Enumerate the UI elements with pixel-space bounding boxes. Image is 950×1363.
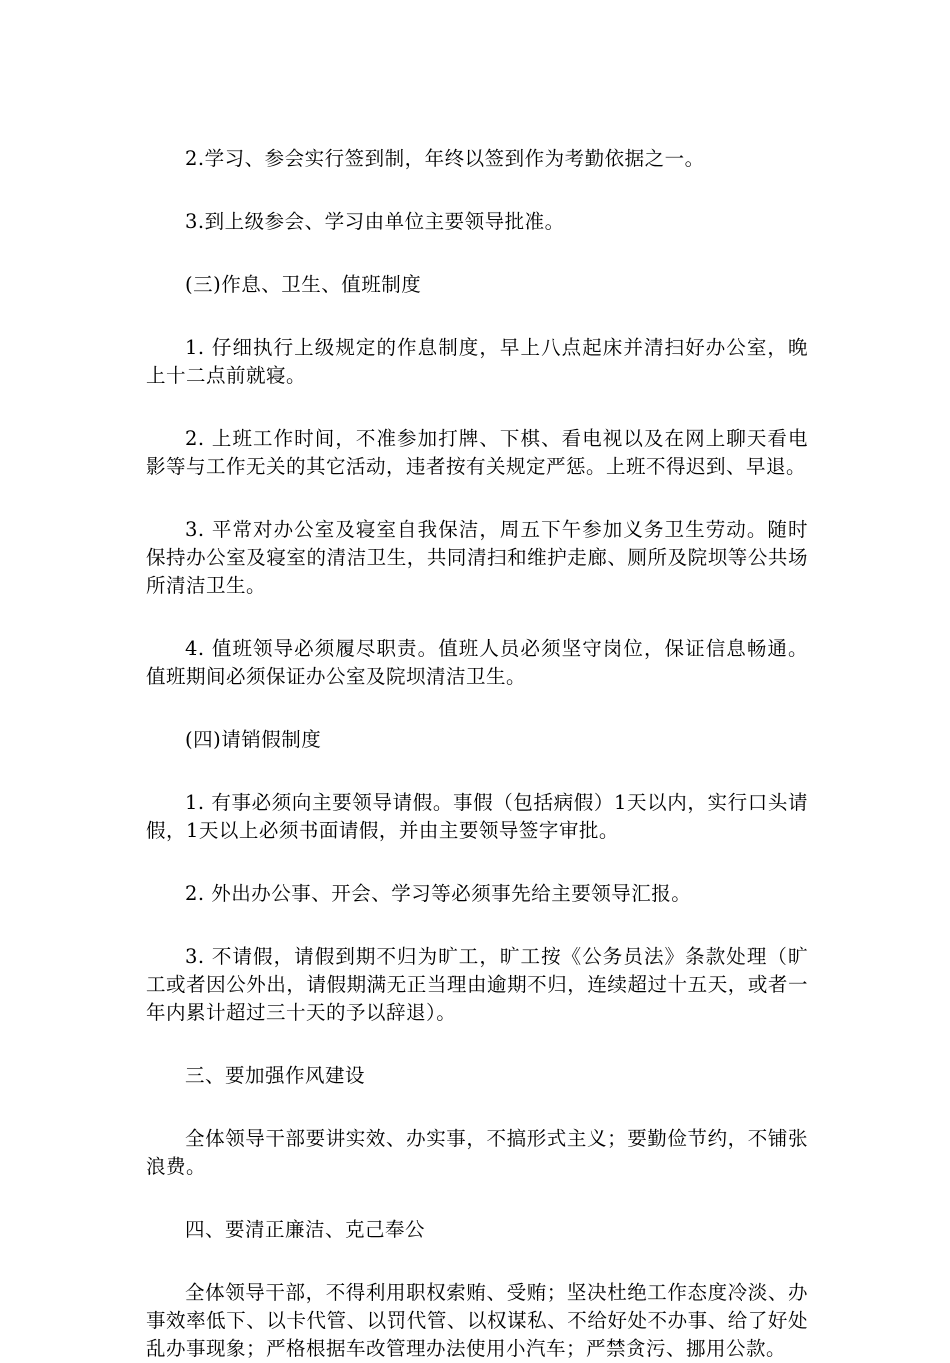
paragraph-integrity: 全体领导干部，不得利用职权索贿、受贿；坚决杜绝工作态度冷淡、办事效率低下、以卡代管、以罚代管、以权谋私、不给好处不办事、给了好处乱办事现象；严格根据车改管理办法使用小汽车；严禁贪污、挪用公款。 <box>146 1281 808 1360</box>
paragraph-approval: 3.到上级参会、学习由单位主要领导批准。 <box>185 210 565 233</box>
section-heading-style: 三、要加强作风建设 <box>185 1064 366 1087</box>
paragraph-schedule-4: 4. 值班领导必须履尽职责。值班人员必须坚守岗位，保证信息畅通。值班期间必须保证办公室及院坝清洁卫生。 <box>146 637 808 688</box>
section-heading-schedule: (三)作息、卫生、值班制度 <box>185 273 422 296</box>
paragraph-style: 全体领导干部要讲实效、办实事，不搞形式主义；要勤俭节约，不铺张浪费。 <box>146 1127 808 1178</box>
paragraph-signin: 2.学习、参会实行签到制，年终以签到作为考勤依据之一。 <box>185 147 705 170</box>
paragraph-leave-1: 1. 有事必须向主要领导请假。事假（包括病假）1天以内，实行口头请假，1天以上必须书面请假，并由主要领导签字审批。 <box>146 791 808 842</box>
section-heading-leave: (四)请销假制度 <box>185 728 322 751</box>
document-page <box>146 145 808 1363</box>
paragraph-schedule-1: 1. 仔细执行上级规定的作息制度，早上八点起床并清扫好办公室，晚上十二点前就寝。 <box>146 336 808 387</box>
paragraph-leave-2: 2. 外出办公事、开会、学习等必须事先给主要领导汇报。 <box>185 882 692 905</box>
paragraph-schedule-2: 2. 上班工作时间，不准参加打牌、下棋、看电视以及在网上聊天看电影等与工作无关的其它活动，违者按有关规定严惩。上班不得迟到、早退。 <box>146 427 808 478</box>
paragraph-schedule-3: 3. 平常对办公室及寝室自我保洁，周五下午参加义务卫生劳动。随时保持办公室及寝室的清洁卫生，共同清扫和维护走廊、厕所及院坝等公共场所清洁卫生。 <box>146 518 808 597</box>
section-heading-integrity: 四、要清正廉洁、克己奉公 <box>185 1218 426 1241</box>
paragraph-leave-3: 3. 不请假，请假到期不归为旷工，旷工按《公务员法》条款处理（旷工或者因公外出，请假期满无正当理由逾期不归，连续超过十五天，或者一年内累计超过三十天的予以辞退）。 <box>146 945 808 1024</box>
